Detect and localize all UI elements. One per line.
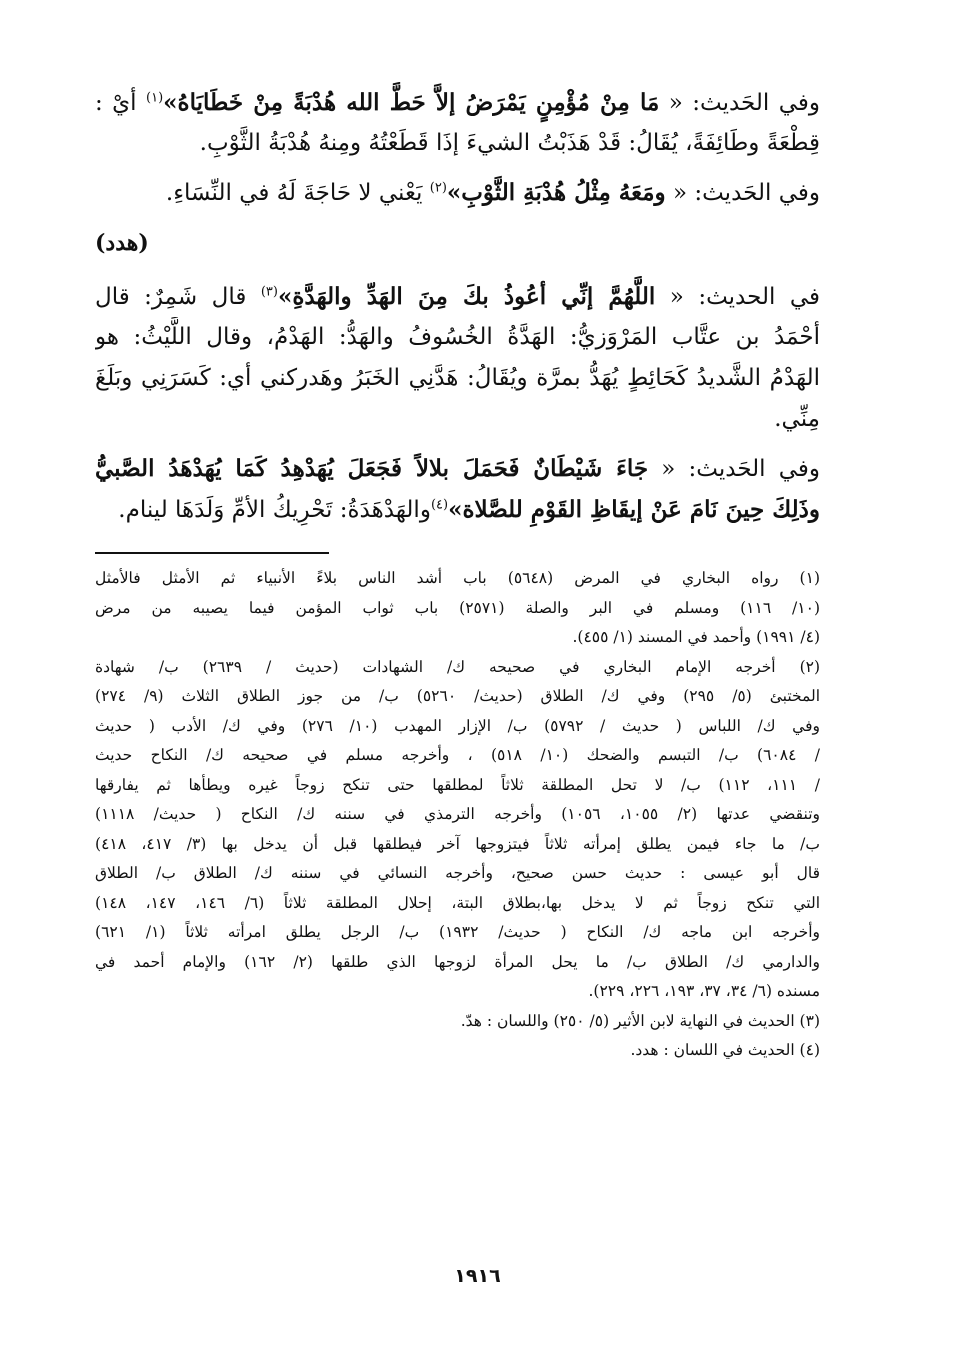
hadith-quote: مَا مِنْ مُؤْمِنٍ يَمْرَضُ إلاَّ حَطَّ الله هُدْبَةً مِنْ خَطَايَاهُ» xyxy=(163,89,660,116)
text-line xyxy=(95,82,820,123)
footnote-ref[interactable]: (٣) xyxy=(260,284,278,300)
footnote-3: (٣) الحديث في النهاية لابن الأثير (٥/ ٢٥٠) واللسان : هدّ. xyxy=(460,1011,820,1030)
hadith-quote: ومَعَهُ مِثْلُ هُدْبَةِ الثَّوْبِ» xyxy=(446,179,666,206)
paragraph-hadith-hadd xyxy=(95,276,820,440)
hadith-quote: جَاءَ شَيْطَانٌ فَحَمَلَ بلالاً فَجَعَلَ يُهَدْهِدُ كَمَا يُهَدْهَدُ الصَّبيُّ xyxy=(95,455,649,482)
hadith-quote: اللَّهُمَّ إنِّي أعُوذُ بكَ مِنَ الهَدِّ والهَدَّةِ» xyxy=(277,283,656,310)
text-run: وفي الحَديث: « xyxy=(665,180,820,206)
footnote-line: والدارمي ك/ الطلاق ب/ ما يحل المرأة لزوجها الذي طلقها (٢/ ١٦٢) والإمام أحمد في xyxy=(95,952,820,971)
text-run: أيْ : xyxy=(95,90,147,116)
footnote-2 xyxy=(95,653,820,1007)
footnote-line: وفي ك/ اللباس ( حديث / ٥٧٩٢) ب/ الإزار المهدب (١٠/ ٢٧٦) وفي ك/ الأدب ( حديث xyxy=(95,716,820,735)
footnote-ref[interactable]: (٤) xyxy=(430,497,449,513)
footnote-line: وأخرجه ابن ماجه ك/ النكاح ( حديث/ ١٩٣٢) ب/ الرجل يطلق امرأته ثلاثاً (١/ ٦٢١) xyxy=(95,923,820,941)
text-line: قِطْعَةً وطَائِفَةً، يُقَالُ: قَدْ هَذَبْتُ الشيءَ إذَا قَطَعْتُهُ ومِنهُ هُدْبَةُ الثَّوْبِ. xyxy=(199,130,820,156)
section-heading: (هدد) xyxy=(95,230,149,256)
footnote-line: وتنقضي عدتها (٢/ ١٠٥٥، ١٠٥٦) وأخرجه الترمذي في سننه ك/ النكاح ( حديث/ ١١١٨) xyxy=(95,805,820,823)
footnote-line: مسنده (٦/ ٣٤، ٣٧، ١٩٣، ٢٢٦، ٢٢٩). xyxy=(588,982,820,1000)
text-line: الهَدْمُ الشَّديدُ كَحَائِطٍ يُهَدُّ بمرَّة ويُقَالُ: هَدَّنِي الخَبَرُ وهَدركني أي: كَسَرَنِي وبَلَغَ xyxy=(95,365,820,391)
footnote-line: (١) رواه البخاري في المرض (٥٦٤٨) باب أشد الناس بلاءً الأنبياء ثم الأمثل فالأمثل xyxy=(95,569,820,587)
paragraph-hadith-hudba xyxy=(95,82,820,164)
footnote-line: (٤/ ١٩٩١) وأحمد في المسند (١/ ٤٥٥). xyxy=(572,628,820,646)
page-content xyxy=(95,82,820,1066)
footnote-line: (٢) أخرجه الإمام البخاري في صحيحه ك/ الشهادات (حديث / ٢٦٣٩) ب/ شهادة xyxy=(95,657,820,676)
text-line xyxy=(95,489,820,530)
text-run: وفي الحَديث: « xyxy=(648,456,820,482)
paragraph-hadith-hudbat-althawb xyxy=(95,172,820,213)
footnote-line: التي تنكح زوجاً ثم لا يدخل بها،بطلاق البتة، إحلال المطلقة ثلاثاً (٦/ ١٤٦، ١٤٧، ١٤٨) xyxy=(95,893,820,912)
spacer xyxy=(95,440,820,448)
text-run: في الحديث: « xyxy=(655,284,820,310)
page-number: ١٩١٦ xyxy=(454,1265,501,1287)
footnote-1 xyxy=(95,564,820,653)
text-run: وفي الحَديث: « xyxy=(659,90,820,116)
footnote-line: (١٠/ ١١٦) ومسلم في البر والصلة (٢٥٧١) باب ثواب المؤمن فيما يصيبه من مرض xyxy=(95,598,820,617)
text-line: أحْمَدُ بن عتَّاب المَرْوَزيُّ: الهَدَّةُ الخُسُوفُ والهَدُّ: الهَدْمُ، وقال اللَّيْثُ: هو xyxy=(95,324,820,350)
footnote-ref[interactable]: (١) xyxy=(146,90,164,106)
footnote-line: ب/ ما جاء فيمن يطلق إمرأته ثلاثاً فيتزوجها آخر فيطلقها قبل أن يدخل بها (٣/ ٤١٧، ٤١٨) xyxy=(95,834,820,853)
footnote-line: قال أبو عيسى : حديث حسن صحيح، وأخرجه النسائي في سننه ك/ الطلاق ب/ الطلاق xyxy=(95,864,820,882)
paragraph-hadith-hadhada xyxy=(95,448,820,530)
hadith-quote: وذَلِكَ حِينَ نَامَ عَنْ إيقَاظِ القَوْمِ للصَّلاة» xyxy=(448,496,820,523)
footnote-4: (٤) الحديث في اللسان : هدد. xyxy=(630,1041,820,1059)
text-run: يَعْني لا حَاجَةَ لَهُ في النِّسَاءِ. xyxy=(165,180,430,206)
footnote-ref[interactable]: (٢) xyxy=(429,180,447,196)
text-line xyxy=(95,448,820,489)
text-line xyxy=(95,276,820,317)
text-run: قال شَمِرٌ: قال xyxy=(95,284,261,310)
text-run: والهَدْهَدَةُ: تَحْرِيكُ الأمِّ وَلَدَهَا لينام. xyxy=(118,497,431,523)
footnote-line: المختبئ (٥/ ٢٩٥) وفي ك/ الطلاق (حديث/ ٥٢٦٠) ب/ من جوز الطلاق الثلاث (٩/ ٢٧٤) xyxy=(95,687,820,705)
footnote-divider xyxy=(95,552,329,554)
footnote-line: / ١١١، ١١٢) ب/ لا تحل المطلقة ثلاثاً لمطلقها حتى تنكح زوجاً غيره ويطأها ثم يفارقها xyxy=(95,775,820,794)
spacer xyxy=(95,164,820,172)
footnote-line: / ٦٠٨٤) ب/ التبسم والضحك (١٠/ ٥١٨) ، وأخرجه مسلم في صحيحه ك/ النكاح حديث xyxy=(95,746,820,764)
footnotes xyxy=(95,564,820,1066)
text-line: مِنِّي. xyxy=(774,406,820,432)
